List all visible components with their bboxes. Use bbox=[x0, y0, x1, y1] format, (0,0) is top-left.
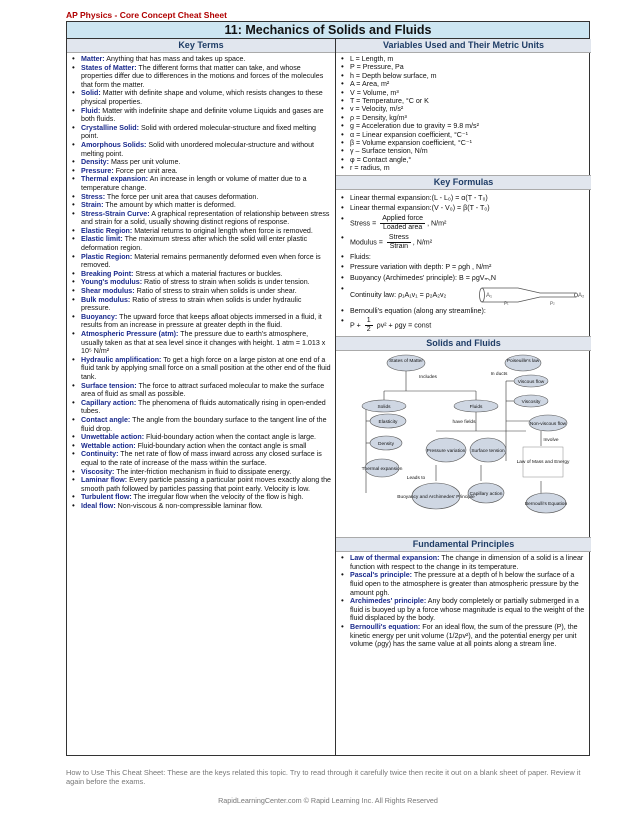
principle-item bbox=[350, 571, 587, 597]
key-term-definition: The pressure due to earth's atmosphere, usually taken as that at sea level since it changes with height. 1 atm = 1.013 x 10⁵ N/m² bbox=[81, 330, 326, 356]
formula-bernoulli-label: • Bernoulli's equation (along any streamline): bbox=[350, 307, 587, 316]
solids-fluids-header: Solids and Fluids bbox=[336, 336, 591, 351]
modulus-den: Strain bbox=[389, 242, 408, 250]
formula-linear: • Linear thermal expansion:(L - L₀) = α(T - T₀) bbox=[350, 194, 587, 203]
key-term-item bbox=[81, 330, 331, 356]
footer: RapidLearningCenter.com © Rapid Learning Inc. All Rights Reserved bbox=[218, 796, 438, 805]
key-term-item bbox=[81, 210, 331, 227]
variable-item: • L = Length, m bbox=[350, 55, 587, 63]
key-term-definition: Stress at which a material fractures or buckles. bbox=[135, 269, 283, 278]
principle-term: Bernoulli's equation: bbox=[350, 623, 421, 631]
key-term-definition: To get a high force on a large piston at one end of a fluid tank by applying small force on a small position at the other end of the fluid tank. bbox=[81, 355, 331, 381]
continuity-text: • Continuity law: ρ₁A₁v₁ = ρ₂A₂v₂ bbox=[350, 290, 447, 299]
concept-map bbox=[336, 351, 591, 537]
key-formulas-header: Key Formulas bbox=[336, 175, 591, 190]
node-capillary: Capillary action bbox=[469, 492, 503, 498]
variable-item: • P = Pressure, Pa bbox=[350, 63, 587, 71]
key-term-term: Contact angle: bbox=[81, 415, 131, 424]
key-term-definition: Non-viscous & non-compressible laminar flow. bbox=[117, 501, 263, 510]
bern-fraction bbox=[365, 317, 373, 334]
key-term-definition: The amount by which matter is deformed. bbox=[105, 201, 236, 210]
variable-item: • α = Linear expansion coefficient, °C⁻¹ bbox=[350, 131, 587, 139]
key-term-definition: Every particle passing a particular point moves exactly along the smooth path followed by particles passing that point early. Velocity is low. bbox=[81, 476, 331, 493]
fundamental-principles-header: Fundamental Principles bbox=[336, 537, 591, 552]
node-solids: Solids bbox=[377, 405, 391, 411]
key-term-term: Viscosity: bbox=[81, 467, 115, 476]
cheat-sheet bbox=[66, 10, 590, 756]
top-label: AP Physics - Core Concept Cheat Sheet bbox=[66, 10, 227, 20]
key-term-term: Wettable action: bbox=[81, 441, 136, 450]
variable-item: • φ = Contact angle,° bbox=[350, 156, 587, 164]
key-term-item bbox=[81, 270, 331, 279]
key-term-definition: The net rate of flow of mass inward across any closed surface is equal to the rate of increase of the mass within the surface. bbox=[81, 450, 322, 467]
key-term-item bbox=[81, 433, 331, 442]
key-term-definition: The phenomena of fluids automatically rising in open-ended tubes. bbox=[81, 398, 326, 416]
key-term-term: Surface tension: bbox=[81, 381, 137, 390]
key-term-item bbox=[81, 502, 331, 511]
key-term-item bbox=[81, 89, 331, 106]
key-term-definition: The force per unit area that causes deformation. bbox=[106, 192, 259, 201]
principle-definition: The change in dimension of a solid is a linear function with respect to the change in its temperature. bbox=[350, 554, 584, 571]
variable-item: • β = Volume expansion coefficient, °C⁻¹ bbox=[350, 139, 587, 147]
node-viscosity: Viscosity bbox=[521, 400, 541, 406]
key-term-item bbox=[81, 287, 331, 296]
principles-list bbox=[336, 552, 591, 649]
variables-list bbox=[336, 53, 591, 173]
key-term-item bbox=[81, 253, 331, 270]
pipe-v1: ρ₁ bbox=[504, 299, 509, 306]
variable-item: • A = Area, m² bbox=[350, 80, 587, 88]
principle-definition: Any body completely or partially submerged in a fluid is buoyed up by a force whose magnitude is equal to the weight of the fluid displaced by the body. bbox=[350, 597, 585, 623]
principle-term: Archimedes' principle: bbox=[350, 597, 427, 606]
node-thermal: Thermal expansion bbox=[361, 467, 403, 473]
key-term-item bbox=[81, 493, 331, 502]
key-terms-list bbox=[67, 53, 335, 510]
key-term-definition: The upward force that keeps afloat objects immersed in a fluid, it results from an increase in pressure at greater depth in the fluid. bbox=[81, 312, 322, 330]
principle-term: Law of thermal expansion: bbox=[350, 554, 440, 563]
bern-num: 1 bbox=[366, 317, 371, 325]
modulus-unit: , N/m² bbox=[412, 238, 433, 247]
key-term-term: Hydraulic amplification: bbox=[81, 355, 162, 364]
key-term-definition: Fluid-boundary action when the contact angle is small bbox=[137, 441, 307, 450]
key-term-term: Matter: bbox=[81, 55, 105, 63]
variable-item: • ρ = Density, kg/m³ bbox=[350, 114, 587, 122]
key-term-term: States of Matter: bbox=[81, 63, 137, 72]
pipe-a1: A₁ bbox=[486, 292, 493, 299]
key-term-term: Thermal expansion: bbox=[81, 175, 149, 184]
key-term-item bbox=[81, 193, 331, 202]
key-term-term: Elastic Region: bbox=[81, 226, 133, 235]
key-term-item bbox=[81, 442, 331, 451]
key-term-term: Buoyancy: bbox=[81, 312, 118, 321]
key-term-item bbox=[81, 476, 331, 493]
key-term-definition: Ratio of stress to strain when solids is under tension. bbox=[144, 278, 310, 287]
key-term-item bbox=[81, 416, 331, 433]
principle-term: Pascal's principle: bbox=[350, 571, 413, 580]
formulas-list bbox=[336, 190, 591, 335]
node-states: States of Matter bbox=[389, 359, 423, 365]
formula-modulus bbox=[350, 234, 587, 251]
stress-lhs: Stress = bbox=[350, 219, 377, 228]
key-term-definition: Matter with definite shape and volume, which resists changes to these physical properties. bbox=[81, 89, 323, 106]
stress-num: Applied force bbox=[382, 214, 424, 222]
key-term-term: Ideal flow: bbox=[81, 501, 116, 510]
key-term-item bbox=[81, 278, 331, 287]
key-term-item bbox=[81, 296, 331, 313]
principle-item bbox=[350, 597, 587, 623]
formula-continuity bbox=[350, 285, 587, 305]
key-term-definition: Ratio of stress to strain when solids is under shear. bbox=[136, 287, 297, 296]
key-term-term: Shear modulus: bbox=[81, 287, 135, 296]
key-term-definition: Fluid-boundary action when the contact angle is large. bbox=[146, 433, 317, 442]
variable-item: • r = radius, m bbox=[350, 164, 587, 172]
key-term-item bbox=[81, 175, 331, 192]
node-fluids: Fluids bbox=[469, 405, 483, 411]
node-nonviscous: Non-viscous flow bbox=[529, 422, 567, 428]
key-terms-column bbox=[67, 39, 336, 755]
key-term-item bbox=[81, 313, 331, 330]
modulus-lhs: Modulus = bbox=[350, 238, 383, 247]
node-pressure: Pressure variation bbox=[426, 449, 466, 455]
formula-fluids: • Fluids: bbox=[350, 253, 587, 262]
key-term-definition: A graphical representation of relationship between stress and strain for a solid, usually showing distinct regions of response. bbox=[81, 209, 330, 227]
pipe-a2: A₂ bbox=[578, 292, 585, 299]
key-term-term: Amorphous Solids: bbox=[81, 140, 147, 149]
key-term-item bbox=[81, 141, 331, 158]
principle-item bbox=[350, 554, 587, 571]
stress-den: Loaded area bbox=[382, 223, 423, 231]
key-term-term: Capillary action: bbox=[81, 398, 137, 407]
label-inducts: In ducts bbox=[490, 372, 508, 378]
node-viscous: Viscous flow bbox=[517, 380, 545, 386]
key-terms-header: Key Terms bbox=[67, 39, 335, 53]
key-term-item bbox=[81, 55, 331, 64]
key-term-definition: Solid with ordered molecular-structure and fixed melting point. bbox=[81, 123, 316, 141]
key-term-item bbox=[81, 468, 331, 477]
key-term-term: Crystalline Solid: bbox=[81, 123, 139, 132]
key-term-item bbox=[81, 450, 331, 467]
key-term-item bbox=[81, 64, 331, 90]
key-term-definition: The different forms that matter can take, and whose properties differ due to differences in the motions and forces of the molecules that form the matter. bbox=[81, 63, 324, 89]
key-term-item bbox=[81, 235, 331, 252]
key-term-item bbox=[81, 124, 331, 141]
key-term-term: Turbulent flow: bbox=[81, 493, 132, 502]
label-involve: Involve bbox=[543, 438, 559, 444]
bern-den: 2 bbox=[366, 326, 371, 334]
stress-unit: , N/m² bbox=[427, 219, 447, 228]
key-term-term: Density: bbox=[81, 158, 109, 167]
key-term-definition: The inter-friction mechanism in fluid to dissipate energy. bbox=[116, 467, 292, 476]
node-poiseuille: Poiseuille's law bbox=[506, 359, 540, 365]
key-term-term: Solid: bbox=[81, 89, 101, 98]
key-term-item bbox=[81, 167, 331, 176]
right-column bbox=[336, 39, 591, 755]
pipe-v2: ρ₂ bbox=[550, 299, 555, 306]
modulus-fraction bbox=[387, 234, 411, 251]
formula-stress bbox=[350, 215, 587, 232]
formula-pressure: • Pressure variation with depth: P = ρgh , N/m² bbox=[350, 263, 587, 272]
key-term-item bbox=[81, 227, 331, 236]
bern-lhs: P + bbox=[350, 321, 361, 330]
node-laws: Law of Mass and Energy bbox=[516, 460, 570, 466]
key-term-definition: The maximum stress after which the solid will enter plastic deformation region. bbox=[81, 235, 308, 253]
modulus-num: Stress bbox=[388, 233, 409, 241]
variable-item: • h = Depth below surface, m bbox=[350, 72, 587, 80]
label-includes: Includes bbox=[419, 375, 437, 381]
key-term-item bbox=[81, 158, 331, 167]
key-term-term: Stress-Strain Curve: bbox=[81, 209, 150, 218]
key-term-item bbox=[81, 201, 331, 210]
key-term-term: Unwettable action: bbox=[81, 433, 145, 442]
principle-definition: For an ideal flow, the sum of the pressure (P), the kinetic energy per unit volume (1/2ρv²), and the potential energy per unit volume (ρgy) has the same value at all points along a stream line. bbox=[350, 623, 578, 649]
key-term-definition: The irregular flow when the velocity of the flow is high. bbox=[133, 493, 304, 502]
variable-item: • T = Temperature, °C or K bbox=[350, 97, 587, 105]
stress-fraction bbox=[380, 215, 425, 232]
node-bernoulli: Bernoulli's Equation bbox=[524, 502, 568, 508]
key-term-definition: The angle from the boundary surface to the tangent line of the fluid drop. bbox=[81, 415, 327, 433]
label-hasfields: have fields bbox=[452, 420, 476, 426]
key-term-term: Stress: bbox=[81, 192, 106, 201]
content-columns bbox=[66, 39, 590, 756]
node-surface: Surface tension bbox=[471, 449, 505, 455]
variable-item: • g = Acceleration due to gravity = 9.8 m/s² bbox=[350, 122, 587, 130]
key-term-term: Continuity: bbox=[81, 450, 119, 459]
bern-rhs: ρv² + ρgy = const bbox=[376, 321, 432, 330]
key-term-definition: Material remains permanently deformed even when force is removed. bbox=[81, 252, 321, 270]
pipe-diagram bbox=[478, 285, 583, 305]
key-term-item bbox=[81, 399, 331, 416]
node-density: Density bbox=[378, 442, 394, 448]
key-term-item bbox=[81, 107, 331, 124]
key-term-definition: Matter with indefinite shape and definite volume Liquids and gases are both fluids. bbox=[81, 106, 324, 124]
key-term-definition: Anything that has mass and takes up space. bbox=[106, 55, 246, 63]
variable-item: • γ – Surface tension, N/m bbox=[350, 147, 587, 155]
key-term-definition: Mass per unit volume. bbox=[110, 158, 181, 167]
key-term-term: Breaking Point: bbox=[81, 269, 134, 278]
key-term-definition: The force to attract surfaced molecular to make the surface area of fluid as small as possible. bbox=[81, 381, 325, 399]
principle-definition: The pressure at a depth of h below the surface of a fluid open to the atmosphere is greater than atmospheric pressure by the amount ρgh. bbox=[350, 571, 579, 597]
node-elasticity: Elasticity bbox=[378, 420, 398, 426]
key-term-term: Elastic limit: bbox=[81, 235, 123, 244]
formula-bernoulli bbox=[350, 317, 587, 334]
key-term-term: Laminar flow: bbox=[81, 476, 128, 485]
variable-item: • v = Velocity, m/s² bbox=[350, 105, 587, 113]
key-term-item bbox=[81, 356, 331, 382]
key-term-term: Bulk modulus: bbox=[81, 295, 131, 304]
key-term-term: Strain: bbox=[81, 201, 104, 210]
key-term-definition: Solid with unordered molecular-structure and without melting point. bbox=[81, 140, 315, 158]
key-term-item bbox=[81, 382, 331, 399]
formula-volume: • Linear thermal expansion:(V - V₀) = β(T - T₀) bbox=[350, 204, 587, 213]
key-term-term: Pressure: bbox=[81, 166, 114, 175]
page-title: 11: Mechanics of Solids and Fluids bbox=[66, 21, 590, 39]
principle-item bbox=[350, 623, 587, 649]
how-to-use: How to Use This Cheat Sheet: These are the keys related this topic. Try to read through it carefully twice then recite it out on a blank sheet of paper. Review it again before the exams. bbox=[66, 768, 581, 786]
variables-header: Variables Used and Their Metric Units bbox=[336, 39, 591, 53]
variable-item: • V = Volume, m³ bbox=[350, 89, 587, 97]
key-term-definition: Ratio of stress to strain when solids is under hydraulic pressure. bbox=[81, 295, 302, 313]
key-term-definition: Material returns to original length when force is removed. bbox=[134, 226, 313, 235]
key-term-definition: Force per unit area. bbox=[115, 166, 178, 175]
label-leadsto: Leads to bbox=[406, 476, 426, 482]
key-term-term: Plastic Region: bbox=[81, 252, 133, 261]
key-term-definition: An increase in length or volume of matter due to a temperature change. bbox=[81, 175, 307, 192]
formula-buoyancy: • Buoyancy (Archimedes' principle): B = ρgVₘ,N bbox=[350, 274, 587, 283]
node-buoyancy: Buoyancy and Archimedes' Principle bbox=[397, 495, 475, 501]
key-term-term: Atmospheric Pressure (atm): bbox=[81, 330, 179, 338]
key-term-term: Fluid: bbox=[81, 106, 101, 115]
key-term-term: Young's modulus: bbox=[81, 278, 143, 287]
